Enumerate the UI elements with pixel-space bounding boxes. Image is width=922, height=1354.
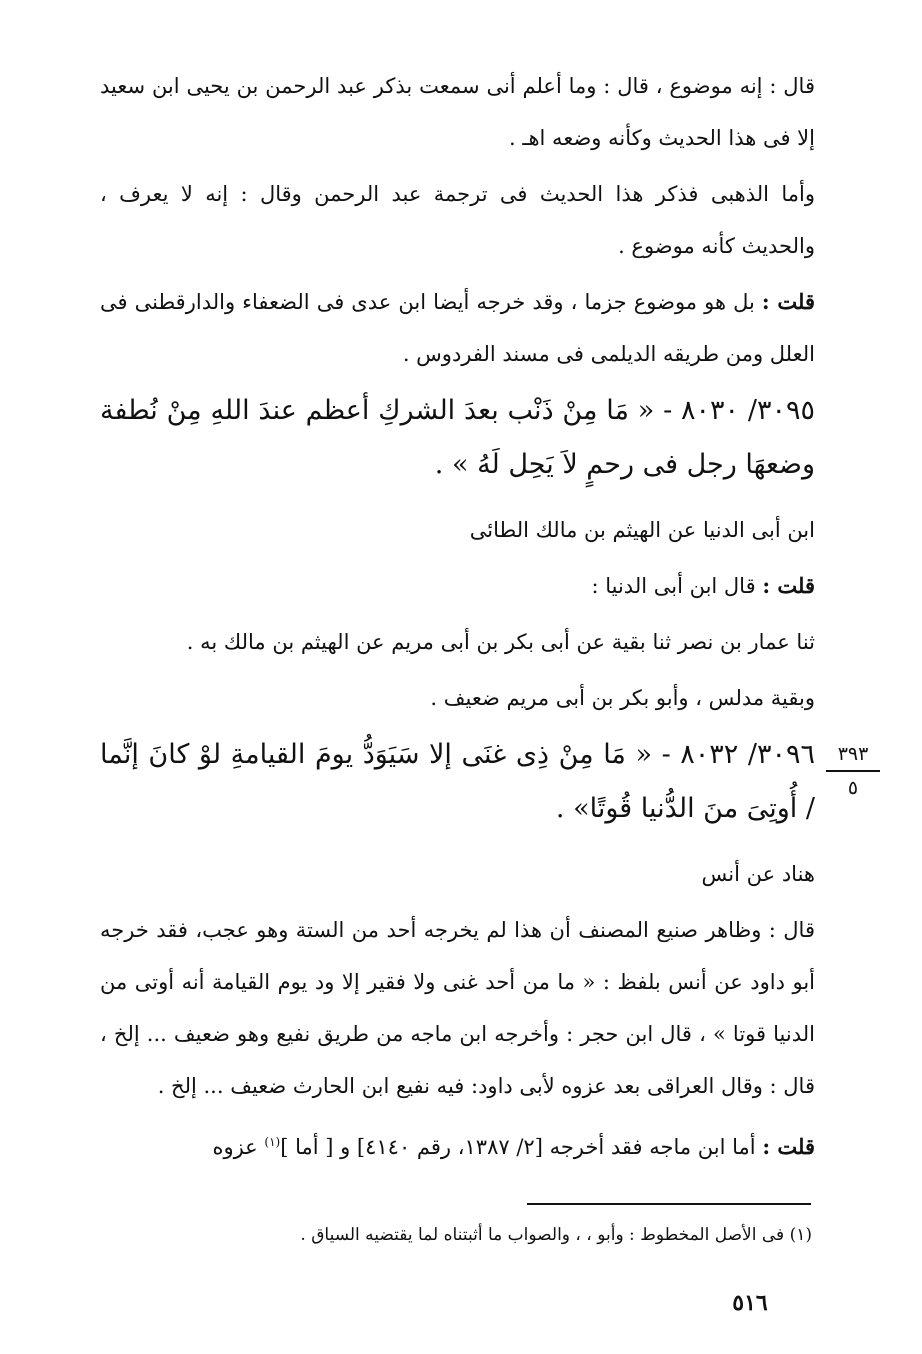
paragraph-8: قلت : أما ابن ماجه فقد أخرجه [٢/ ١٣٨٧، رقم ٤١٤٠] و [ أما ]$^{(١)}$ عزوه — [212, 1134, 815, 1159]
paragraph-4: قلت : قال ابن أبى الدنيا : — [591, 573, 815, 598]
qultu-lead: قلت : — [762, 1134, 815, 1159]
footnote: (١) فى الأصل المخطوط : وأبو ، ، والصواب ما أثبتناه لما يقتضيه السياق . — [300, 1225, 812, 1245]
hadith-3096: ٣٠٩٦/ ٨٠٣٢ - « مَا مِنْ ذِى غنَى إلا سَيَوَدُّ يومَ القيامةِ لوْ كانَ إنَّما / أُوتِىَ منَ الدُّنيا قُوتًا» . — [100, 739, 815, 824]
hadith-3096-source: هناد عن أنس — [701, 862, 815, 886]
paragraph-5: ثنا عمار بن نصر ثنا بقية عن أبى بكر بن أبى مريم عن الهيثم بن مالك به . — [186, 630, 815, 654]
paragraph-7: قال : وظاهر صنيع المصنف أن هذا لم يخرجه أحد من الستة وهو عجب، فقد خرجه أبو داود عن أنس بلفظ : « ما من أحد غنى ولا فقير إلا ود يوم القيامة أنه أوتى من الدنيا قوتا » ، قال ابن حجر : وأخرجه ابن ماجه من طريق نفيع وهو ضعيف ... إلخ ، قال : وقال العراقى بعد عزوه لأبى داود: فيه نفيع ابن الحارث ضعيف ... إلخ . — [100, 918, 815, 1098]
footnote-marker: (١) — [264, 1135, 281, 1149]
hadith-3095-source: ابن أبى الدنيا عن الهيثم بن مالك الطائى — [469, 518, 815, 542]
margin-volume-page-note — [826, 742, 880, 800]
qultu-lead: قلت : — [761, 289, 815, 314]
footnote-divider — [527, 1203, 811, 1205]
paragraph-6: وبقية مدلس ، وأبو بكر بن أبى مريم ضعيف . — [430, 686, 815, 710]
page-number: ٥١٦ — [732, 1290, 768, 1316]
margin-note-top: ٣٩٣ — [837, 743, 869, 765]
margin-note-bottom: ٥ — [847, 777, 859, 799]
paragraph-3: قلت : بل هو موضوع جزما ، وقد خرجه أيضا ابن عدى فى الضعفاء والدارقطنى فى العلل ومن طريقه الديلمى فى مسند الفردوس . — [100, 289, 815, 366]
qultu-lead: قلت : — [762, 573, 815, 598]
page-body — [100, 60, 815, 1177]
hadith-3095: ٣٠٩٥/ ٨٠٣٠ - « مَا مِنْ ذَنْب بعدَ الشركِ أعظم عندَ اللهِ مِنْ نُطفة وضعهَا رجل فى رحمٍ لاَ يَحِل لَهُ » . — [100, 395, 815, 480]
paragraph-2: وأما الذهبى فذكر هذا الحديث فى ترجمة عبد الرحمن وقال : إنه لا يعرف ، والحديث كأنه موضوع . — [100, 182, 815, 258]
margin-note-rule — [826, 770, 880, 772]
paragraph-1: قال : إنه موضوع ، قال : وما أعلم أنى سمعت بذكر عبد الرحمن بن يحيى ابن سعيد إلا فى هذا الحديث وكأنه وضعه اهـ . — [100, 74, 815, 150]
